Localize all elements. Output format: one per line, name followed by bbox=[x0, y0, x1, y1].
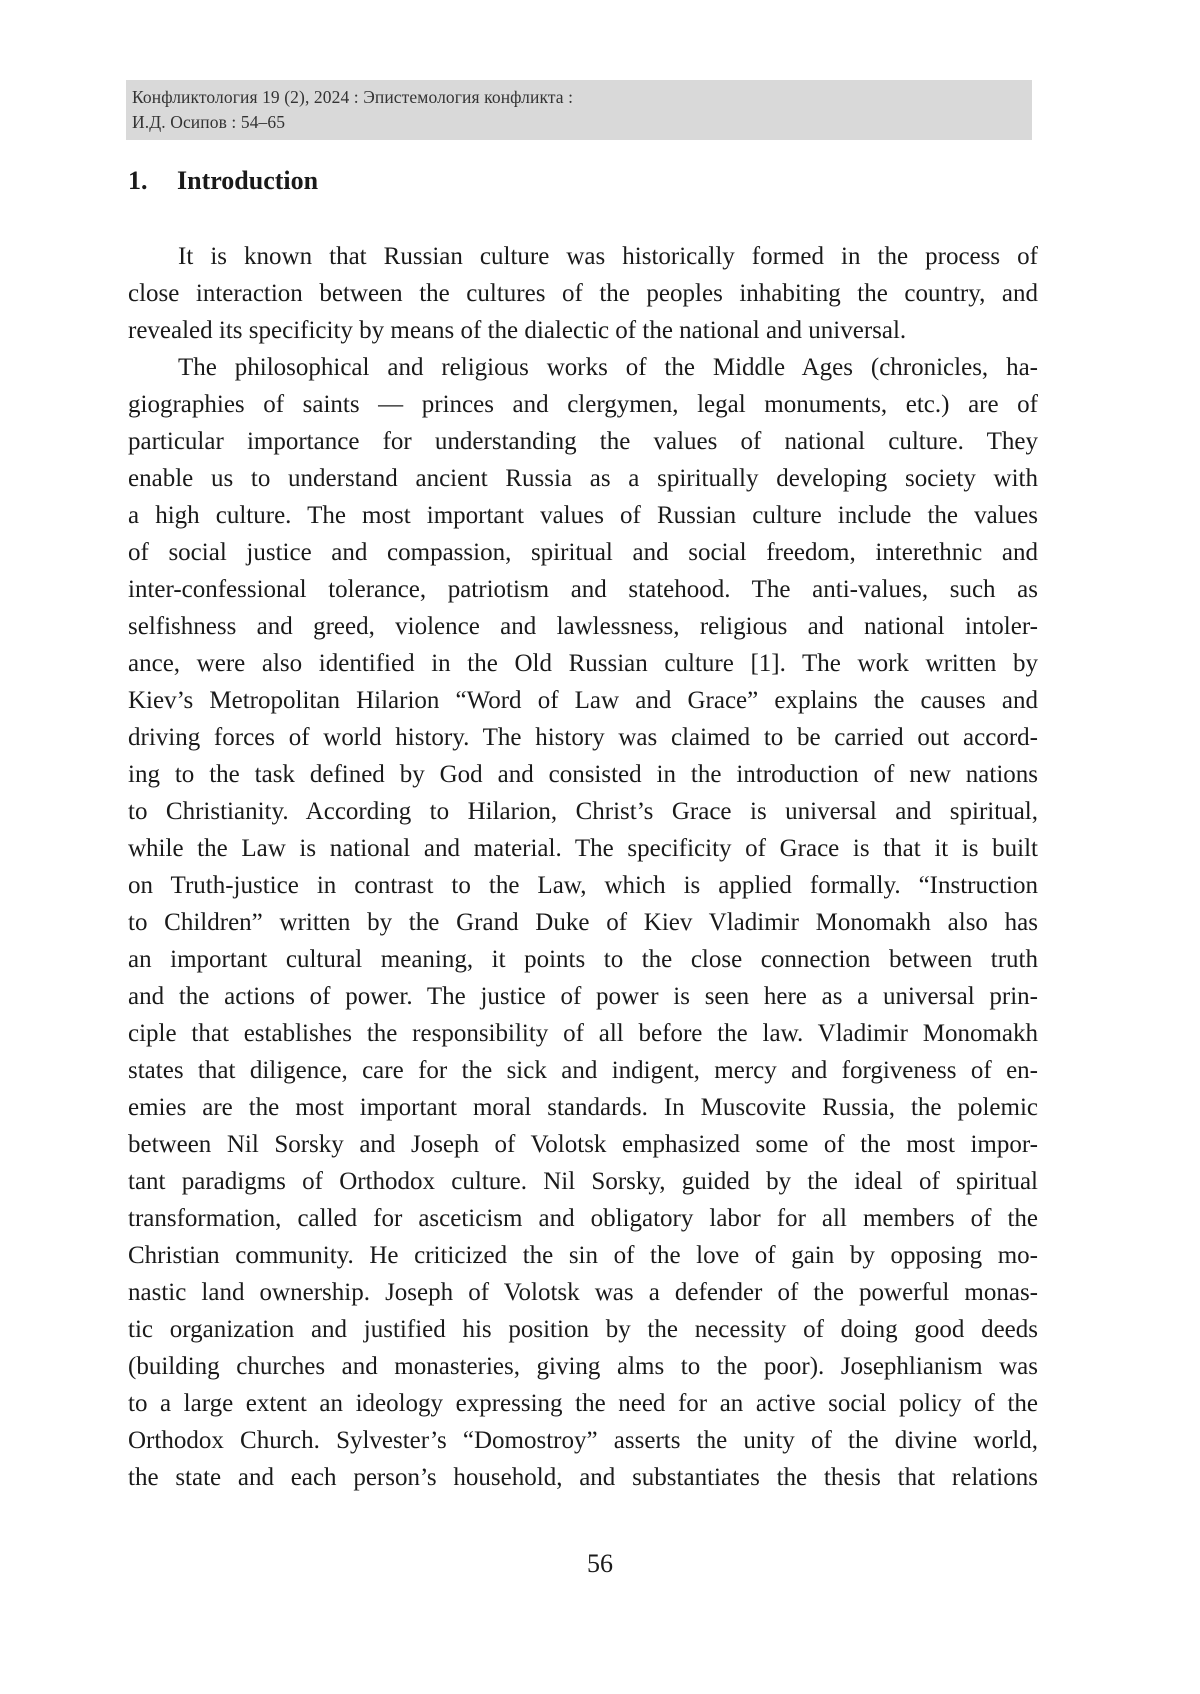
running-header-journal: Конфликтология 19 (2), 2024 : Эпистемология конфликта : bbox=[132, 87, 574, 107]
paragraph-line: revealed its specificity by means of the dialectic of the national and universal. bbox=[128, 317, 907, 344]
paragraph-line: between Nil Sorsky and Joseph of Volotsk emphasized some of the most impor- bbox=[128, 1131, 1038, 1158]
paragraph-line: tant paradigms of Orthodox culture. Nil Sorsky, guided by the ideal of spiritual bbox=[128, 1168, 1038, 1195]
paragraph bbox=[128, 238, 1038, 349]
paragraph-line: giographies of saints — princes and clergymen, legal monuments, etc.) are of bbox=[128, 391, 1038, 418]
running-header bbox=[126, 80, 1032, 140]
paragraph-line: while the Law is national and material. The specificity of Grace is that it is built bbox=[128, 835, 1038, 862]
paragraph-line: inter-confessional tolerance, patriotism and statehood. The anti-values, such as bbox=[128, 576, 1038, 603]
paragraph-line: to a large extent an ideology expressing the need for an active social policy of the bbox=[128, 1390, 1038, 1417]
paragraph-line: a high culture. The most important values of Russian culture include the values bbox=[128, 502, 1038, 529]
paragraph-line: ing to the task defined by God and consisted in the introduction of new nations bbox=[128, 761, 1038, 788]
paragraph-line: nastic land ownership. Joseph of Volotsk was a defender of the powerful monas- bbox=[128, 1279, 1038, 1306]
paragraph-line: It is known that Russian culture was historically formed in the process of bbox=[178, 243, 1038, 270]
paragraph-line: tic organization and justified his position by the necessity of doing good deeds bbox=[128, 1316, 1038, 1343]
paragraph-line: ance, were also identified in the Old Russian culture [1]. The work written by bbox=[128, 650, 1038, 677]
paragraph-line: to Children” written by the Grand Duke of Kiev Vladimir Monomakh also has bbox=[128, 909, 1038, 936]
running-header-author-pages: И.Д. Осипов : 54–65 bbox=[132, 112, 286, 132]
paragraph-line: driving forces of world history. The history was claimed to be carried out accord- bbox=[128, 724, 1038, 751]
paragraph-line: an important cultural meaning, it points to the close connection between truth bbox=[128, 946, 1038, 973]
page-number: 56 bbox=[587, 1549, 613, 1578]
paragraph-line: (building churches and monasteries, giving alms to the poor). Josephlianism was bbox=[128, 1353, 1038, 1380]
paragraph-line: enable us to understand ancient Russia as a spiritually developing society with bbox=[128, 465, 1038, 492]
paragraph-line: of social justice and compassion, spiritual and social freedom, interethnic and bbox=[128, 539, 1038, 566]
paragraph-line: Kiev’s Metropolitan Hilarion “Word of Law and Grace” explains the causes and bbox=[128, 687, 1038, 714]
section-title: Introduction bbox=[177, 166, 319, 195]
body-text bbox=[128, 238, 1038, 1496]
paragraph bbox=[128, 349, 1038, 1496]
paragraph-line: emies are the most important moral standards. In Muscovite Russia, the polemic bbox=[128, 1094, 1038, 1121]
paragraph-line: on Truth-justice in contrast to the Law, which is applied formally. “Instruction bbox=[128, 872, 1038, 899]
paragraph-line: close interaction between the cultures of the peoples inhabiting the country, and bbox=[128, 280, 1038, 307]
paragraph-line: the state and each person’s household, and substantiates the thesis that relations bbox=[128, 1464, 1038, 1491]
section-heading bbox=[128, 165, 318, 197]
paragraph-line: Christian community. He criticized the sin of the love of gain by opposing mo- bbox=[128, 1242, 1038, 1269]
paragraph-line: ciple that establishes the responsibility of all before the law. Vladimir Monomakh bbox=[128, 1020, 1038, 1047]
paragraph-line: The philosophical and religious works of the Middle Ages (chronicles, ha- bbox=[178, 354, 1038, 381]
paragraph-line: particular importance for understanding the values of national culture. They bbox=[128, 428, 1038, 455]
paragraph-line: selfishness and greed, violence and lawlessness, religious and national intoler- bbox=[128, 613, 1038, 640]
paragraph-line: transformation, called for asceticism and obligatory labor for all members of the bbox=[128, 1205, 1038, 1232]
paragraph-line: and the actions of power. The justice of power is seen here as a universal prin- bbox=[128, 983, 1038, 1010]
paragraph-line: Orthodox Church. Sylvester’s “Domostroy” asserts the unity of the divine world, bbox=[128, 1427, 1038, 1454]
section-number: 1. bbox=[128, 166, 148, 195]
paragraph-line: states that diligence, care for the sick and indigent, mercy and forgiveness of en- bbox=[128, 1057, 1038, 1084]
paragraph-line: to Christianity. According to Hilarion, Christ’s Grace is universal and spiritual, bbox=[128, 798, 1038, 825]
